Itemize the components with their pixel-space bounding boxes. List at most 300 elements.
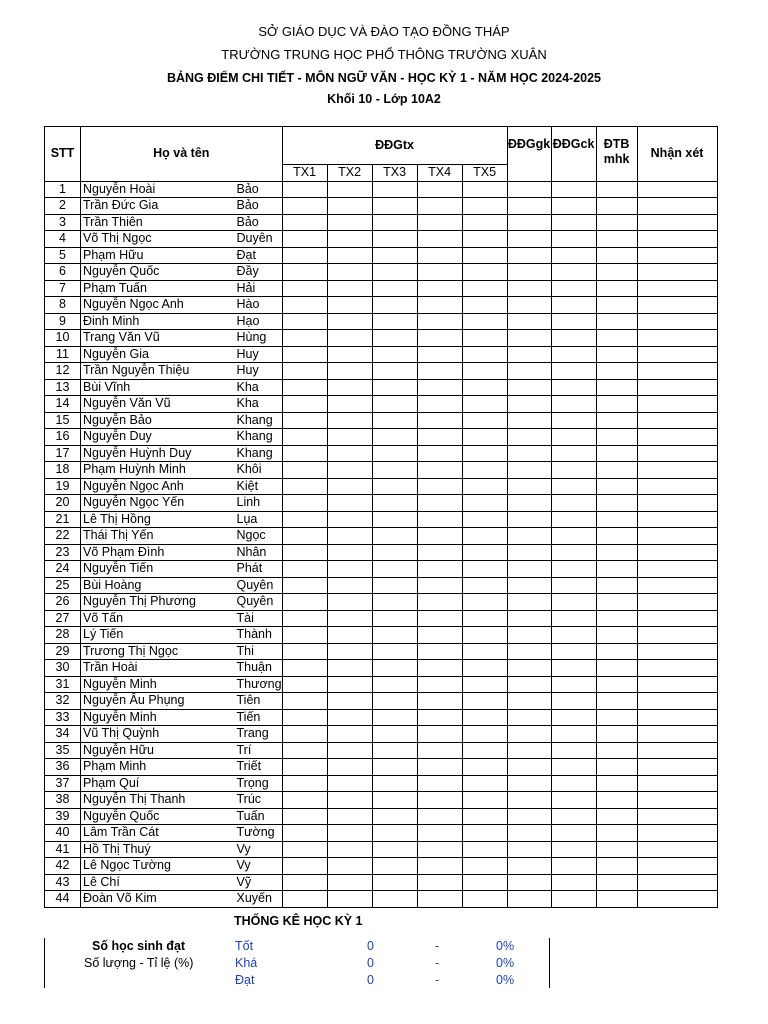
note-cell <box>637 627 717 644</box>
tx3-score-cell <box>372 181 417 198</box>
tx1-score-cell <box>282 841 327 858</box>
student-given-name: Thuận <box>235 660 283 677</box>
table-row <box>45 297 718 314</box>
tx2-score-cell <box>327 198 372 215</box>
ddggk-score-cell <box>507 379 551 396</box>
dtb-mhk-cell <box>596 528 637 545</box>
student-surname: Phạm Huỳnh Minh <box>81 462 235 479</box>
ddggk-score-cell <box>507 594 551 611</box>
student-stt: 20 <box>45 495 81 512</box>
note-cell <box>637 280 717 297</box>
dtb-mhk-cell <box>596 462 637 479</box>
tx3-score-cell <box>372 445 417 462</box>
ddggk-score-cell <box>507 528 551 545</box>
student-stt: 15 <box>45 412 81 429</box>
tx2-score-cell <box>327 528 372 545</box>
tx4-score-cell <box>417 759 462 776</box>
tx1-score-cell <box>282 429 327 446</box>
tx5-score-cell <box>462 462 507 479</box>
tx3-score-cell <box>372 429 417 446</box>
student-given-name: Tiên <box>235 693 283 710</box>
student-surname: Nguyễn Hoài <box>81 181 235 198</box>
stats-count: 0 <box>367 939 374 953</box>
tx2-score-cell <box>327 396 372 413</box>
student-stt: 4 <box>45 231 81 248</box>
header-dtb-mhk: ĐTB mhk <box>596 127 637 182</box>
note-cell <box>637 858 717 875</box>
tx5-score-cell <box>462 825 507 842</box>
student-given-name: Tiến <box>235 709 283 726</box>
note-cell <box>637 462 717 479</box>
student-surname: Nguyễn Quốc <box>81 264 235 281</box>
tx1-score-cell <box>282 643 327 660</box>
tx5-score-cell <box>462 808 507 825</box>
tx4-score-cell <box>417 610 462 627</box>
ddgck-score-cell <box>551 214 596 231</box>
tx3-score-cell <box>372 313 417 330</box>
stats-level: Đạt <box>235 973 255 987</box>
tx4-score-cell <box>417 643 462 660</box>
header-tx5: TX5 <box>462 165 507 182</box>
tx5-score-cell <box>462 726 507 743</box>
tx5-score-cell <box>462 330 507 347</box>
tx5-score-cell <box>462 346 507 363</box>
tx4-score-cell <box>417 544 462 561</box>
tx2-score-cell <box>327 825 372 842</box>
student-given-name: Hào <box>235 297 283 314</box>
tx4-score-cell <box>417 891 462 908</box>
ddgck-score-cell <box>551 478 596 495</box>
student-surname: Lý Tiến <box>81 627 235 644</box>
table-row <box>45 841 718 858</box>
table-row <box>45 181 718 198</box>
table-row <box>45 775 718 792</box>
tx5-score-cell <box>462 511 507 528</box>
dtb-mhk-cell <box>596 825 637 842</box>
student-given-name: Hùng <box>235 330 283 347</box>
tx1-score-cell <box>282 594 327 611</box>
note-cell <box>637 330 717 347</box>
tx4-score-cell <box>417 874 462 891</box>
tx5-score-cell <box>462 429 507 446</box>
ddgck-score-cell <box>551 808 596 825</box>
tx1-score-cell <box>282 759 327 776</box>
student-surname: Bùi Vĩnh <box>81 379 235 396</box>
tx1-score-cell <box>282 891 327 908</box>
tx1-score-cell <box>282 676 327 693</box>
table-row <box>45 792 718 809</box>
student-given-name: Khang <box>235 429 283 446</box>
tx4-score-cell <box>417 330 462 347</box>
dtb-mhk-cell <box>596 742 637 759</box>
student-surname: Nguyễn Tiến <box>81 561 235 578</box>
tx5-score-cell <box>462 495 507 512</box>
tx3-score-cell <box>372 660 417 677</box>
note-cell <box>637 561 717 578</box>
student-surname: Lê Thị Hồng <box>81 511 235 528</box>
tx1-score-cell <box>282 346 327 363</box>
tx4-score-cell <box>417 396 462 413</box>
student-given-name: Hạo <box>235 313 283 330</box>
student-surname: Hồ Thị Thuý <box>81 841 235 858</box>
note-cell <box>637 660 717 677</box>
tx4-score-cell <box>417 726 462 743</box>
tx4-score-cell <box>417 412 462 429</box>
tx1-score-cell <box>282 264 327 281</box>
student-surname: Lê Ngọc Tường <box>81 858 235 875</box>
dtb-mhk-cell <box>596 198 637 215</box>
tx2-score-cell <box>327 181 372 198</box>
dtb-mhk-cell <box>596 264 637 281</box>
student-surname: Nguyễn Minh <box>81 676 235 693</box>
student-stt: 37 <box>45 775 81 792</box>
ddggk-score-cell <box>507 346 551 363</box>
ddgck-score-cell <box>551 709 596 726</box>
student-given-name: Vy <box>235 858 283 875</box>
note-cell <box>637 676 717 693</box>
tx1-score-cell <box>282 379 327 396</box>
ddggk-score-cell <box>507 726 551 743</box>
tx1-score-cell <box>282 280 327 297</box>
tx5-score-cell <box>462 412 507 429</box>
dtb-mhk-cell <box>596 643 637 660</box>
student-surname: Nguyễn Thị Phương <box>81 594 235 611</box>
ddggk-score-cell <box>507 577 551 594</box>
dtb-mhk-cell <box>596 660 637 677</box>
table-row <box>45 264 718 281</box>
tx3-score-cell <box>372 610 417 627</box>
ddggk-score-cell <box>507 280 551 297</box>
student-given-name: Linh <box>235 495 283 512</box>
student-given-name: Nhân <box>235 544 283 561</box>
note-cell <box>637 214 717 231</box>
tx3-score-cell <box>372 676 417 693</box>
tx1-score-cell <box>282 313 327 330</box>
ddggk-score-cell <box>507 363 551 380</box>
note-cell <box>637 412 717 429</box>
tx5-score-cell <box>462 627 507 644</box>
tx3-score-cell <box>372 511 417 528</box>
ddgck-score-cell <box>551 775 596 792</box>
tx3-score-cell <box>372 280 417 297</box>
tx1-score-cell <box>282 561 327 578</box>
table-row <box>45 214 718 231</box>
stats-dash: - <box>435 973 440 987</box>
student-stt: 14 <box>45 396 81 413</box>
stats-percent: 0% <box>496 939 515 953</box>
tx2-score-cell <box>327 231 372 248</box>
note-cell <box>637 363 717 380</box>
ddgck-score-cell <box>551 792 596 809</box>
note-cell <box>637 726 717 743</box>
stats-count: 0 <box>367 956 374 970</box>
tx2-score-cell <box>327 676 372 693</box>
tx4-score-cell <box>417 709 462 726</box>
table-row <box>45 577 718 594</box>
stats-label-pass: Số học sinh đạt <box>92 939 186 953</box>
tx5-score-cell <box>462 544 507 561</box>
stats-percent: 0% <box>496 956 515 970</box>
tx2-score-cell <box>327 759 372 776</box>
tx5-score-cell <box>462 577 507 594</box>
ddggk-score-cell <box>507 330 551 347</box>
note-cell <box>637 198 717 215</box>
ddgck-score-cell <box>551 247 596 264</box>
tx1-score-cell <box>282 726 327 743</box>
ddggk-score-cell <box>507 544 551 561</box>
tx1-score-cell <box>282 577 327 594</box>
student-surname: Vũ Thị Quỳnh <box>81 726 235 743</box>
student-given-name: Ngọc <box>235 528 283 545</box>
tx5-score-cell <box>462 264 507 281</box>
note-cell <box>637 181 717 198</box>
ddggk-score-cell <box>507 313 551 330</box>
tx2-score-cell <box>327 346 372 363</box>
ddggk-score-cell <box>507 462 551 479</box>
tx2-score-cell <box>327 544 372 561</box>
tx4-score-cell <box>417 297 462 314</box>
student-stt: 25 <box>45 577 81 594</box>
table-row <box>45 313 718 330</box>
dtb-mhk-cell <box>596 511 637 528</box>
tx3-score-cell <box>372 808 417 825</box>
tx4-score-cell <box>417 858 462 875</box>
school-name: TRƯỜNG TRUNG HỌC PHỔ THÔNG TRƯỜNG XUÂN <box>221 47 547 62</box>
header-tx4: TX4 <box>417 165 462 182</box>
student-stt: 26 <box>45 594 81 611</box>
dtb-mhk-cell <box>596 396 637 413</box>
tx2-score-cell <box>327 478 372 495</box>
student-given-name: Trọng <box>235 775 283 792</box>
ddggk-score-cell <box>507 412 551 429</box>
tx5-score-cell <box>462 594 507 611</box>
student-surname: Trần Hoài <box>81 660 235 677</box>
table-row <box>45 379 718 396</box>
table-row <box>45 280 718 297</box>
student-given-name: Kha <box>235 379 283 396</box>
tx3-score-cell <box>372 346 417 363</box>
tx1-score-cell <box>282 627 327 644</box>
note-cell <box>637 891 717 908</box>
tx4-score-cell <box>417 676 462 693</box>
tx1-score-cell <box>282 478 327 495</box>
student-surname: Phạm Minh <box>81 759 235 776</box>
dtb-mhk-cell <box>596 808 637 825</box>
student-surname: Nguyễn Văn Vũ <box>81 396 235 413</box>
tx2-score-cell <box>327 214 372 231</box>
stats-row <box>0 956 768 972</box>
table-row <box>45 676 718 693</box>
tx2-score-cell <box>327 280 372 297</box>
ddggk-score-cell <box>507 676 551 693</box>
tx5-score-cell <box>462 792 507 809</box>
tx2-score-cell <box>327 841 372 858</box>
ddggk-score-cell <box>507 511 551 528</box>
dtb-mhk-cell <box>596 676 637 693</box>
ddggk-score-cell <box>507 429 551 446</box>
ddgck-score-cell <box>551 280 596 297</box>
tx4-score-cell <box>417 247 462 264</box>
ddgck-score-cell <box>551 825 596 842</box>
ddgck-score-cell <box>551 841 596 858</box>
tx5-score-cell <box>462 363 507 380</box>
student-given-name: Kiệt <box>235 478 283 495</box>
student-surname: Nguyễn Duy <box>81 429 235 446</box>
student-surname: Nguyễn Huỳnh Duy <box>81 445 235 462</box>
dtb-mhk-cell <box>596 610 637 627</box>
dtb-mhk-cell <box>596 346 637 363</box>
tx1-score-cell <box>282 198 327 215</box>
dtb-mhk-cell <box>596 726 637 743</box>
stats-count: 0 <box>367 973 374 987</box>
tx2-score-cell <box>327 610 372 627</box>
dtb-mhk-cell <box>596 709 637 726</box>
student-stt: 8 <box>45 297 81 314</box>
dtb-mhk-cell <box>596 363 637 380</box>
tx5-score-cell <box>462 891 507 908</box>
table-row <box>45 693 718 710</box>
tx3-score-cell <box>372 858 417 875</box>
tx1-score-cell <box>282 858 327 875</box>
student-given-name: Quyên <box>235 594 283 611</box>
tx5-score-cell <box>462 775 507 792</box>
tx3-score-cell <box>372 709 417 726</box>
tx4-score-cell <box>417 198 462 215</box>
tx4-score-cell <box>417 742 462 759</box>
tx2-score-cell <box>327 792 372 809</box>
student-stt: 27 <box>45 610 81 627</box>
tx4-score-cell <box>417 495 462 512</box>
student-surname: Nguyễn Âu Phụng <box>81 693 235 710</box>
tx5-score-cell <box>462 247 507 264</box>
tx4-score-cell <box>417 429 462 446</box>
student-surname: Nguyễn Ngọc Yến <box>81 495 235 512</box>
tx5-score-cell <box>462 858 507 875</box>
ddggk-score-cell <box>507 181 551 198</box>
tx4-score-cell <box>417 181 462 198</box>
note-cell <box>637 511 717 528</box>
student-stt: 13 <box>45 379 81 396</box>
tx2-score-cell <box>327 429 372 446</box>
student-stt: 42 <box>45 858 81 875</box>
dtb-mhk-cell <box>596 478 637 495</box>
student-surname: Nguyễn Bảo <box>81 412 235 429</box>
note-cell <box>637 594 717 611</box>
tx5-score-cell <box>462 198 507 215</box>
student-surname: Đinh Minh <box>81 313 235 330</box>
dtb-mhk-cell <box>596 891 637 908</box>
table-row <box>45 346 718 363</box>
table-row <box>45 726 718 743</box>
tx1-score-cell <box>282 775 327 792</box>
student-stt: 39 <box>45 808 81 825</box>
tx5-score-cell <box>462 528 507 545</box>
student-stt: 40 <box>45 825 81 842</box>
student-stt: 1 <box>45 181 81 198</box>
student-surname: Nguyễn Ngọc Anh <box>81 478 235 495</box>
student-stt: 11 <box>45 346 81 363</box>
student-surname: Nguyễn Thị Thanh <box>81 792 235 809</box>
student-surname: Trang Văn Vũ <box>81 330 235 347</box>
student-given-name: Trang <box>235 726 283 743</box>
student-stt: 2 <box>45 198 81 215</box>
tx3-score-cell <box>372 247 417 264</box>
ddgck-score-cell <box>551 858 596 875</box>
student-given-name: Bảo <box>235 198 283 215</box>
header-tx2: TX2 <box>327 165 372 182</box>
ddgck-score-cell <box>551 346 596 363</box>
student-stt: 3 <box>45 214 81 231</box>
tx2-score-cell <box>327 808 372 825</box>
header-ddggk: ĐĐGgk <box>507 127 551 182</box>
tx4-score-cell <box>417 594 462 611</box>
tx2-score-cell <box>327 297 372 314</box>
table-row <box>45 462 718 479</box>
dtb-mhk-cell <box>596 841 637 858</box>
tx5-score-cell <box>462 313 507 330</box>
tx4-score-cell <box>417 808 462 825</box>
note-cell <box>637 247 717 264</box>
tx2-score-cell <box>327 709 372 726</box>
tx1-score-cell <box>282 808 327 825</box>
student-given-name: Tài <box>235 610 283 627</box>
ddgck-score-cell <box>551 627 596 644</box>
tx3-score-cell <box>372 363 417 380</box>
note-cell <box>637 495 717 512</box>
student-surname: Nguyễn Quốc <box>81 808 235 825</box>
note-cell <box>637 379 717 396</box>
student-stt: 33 <box>45 709 81 726</box>
student-given-name: Thương <box>236 676 282 691</box>
tx1-score-cell <box>282 445 327 462</box>
student-stt: 17 <box>45 445 81 462</box>
header-name: Họ và tên <box>81 127 283 182</box>
student-surname: Trương Thị Ngọc <box>81 643 235 660</box>
ddggk-score-cell <box>507 742 551 759</box>
note-cell <box>637 478 717 495</box>
ddgck-score-cell <box>551 379 596 396</box>
student-given-name: Khang <box>235 445 283 462</box>
tx1-score-cell <box>282 214 327 231</box>
stats-level: Tốt <box>235 939 254 953</box>
tx3-score-cell <box>372 759 417 776</box>
student-given-name: Tường <box>235 825 283 842</box>
student-given-name: Bảo <box>235 181 283 198</box>
dtb-mhk-cell <box>596 429 637 446</box>
tx1-score-cell <box>282 792 327 809</box>
tx1-score-cell <box>282 660 327 677</box>
ddgck-score-cell <box>551 726 596 743</box>
tx1-score-cell <box>282 709 327 726</box>
tx3-score-cell <box>372 627 417 644</box>
table-row <box>45 825 718 842</box>
tx3-score-cell <box>372 330 417 347</box>
ddggk-score-cell <box>507 396 551 413</box>
ddgck-score-cell <box>551 561 596 578</box>
tx5-score-cell <box>462 280 507 297</box>
ddgck-score-cell <box>551 198 596 215</box>
tx4-score-cell <box>417 231 462 248</box>
ddgck-score-cell <box>551 495 596 512</box>
student-stt: 10 <box>45 330 81 347</box>
tx2-score-cell <box>327 874 372 891</box>
tx3-score-cell <box>372 528 417 545</box>
tx3-score-cell <box>372 495 417 512</box>
student-stt: 9 <box>45 313 81 330</box>
tx1-score-cell <box>282 181 327 198</box>
tx1-score-cell <box>282 412 327 429</box>
tx5-score-cell <box>462 841 507 858</box>
